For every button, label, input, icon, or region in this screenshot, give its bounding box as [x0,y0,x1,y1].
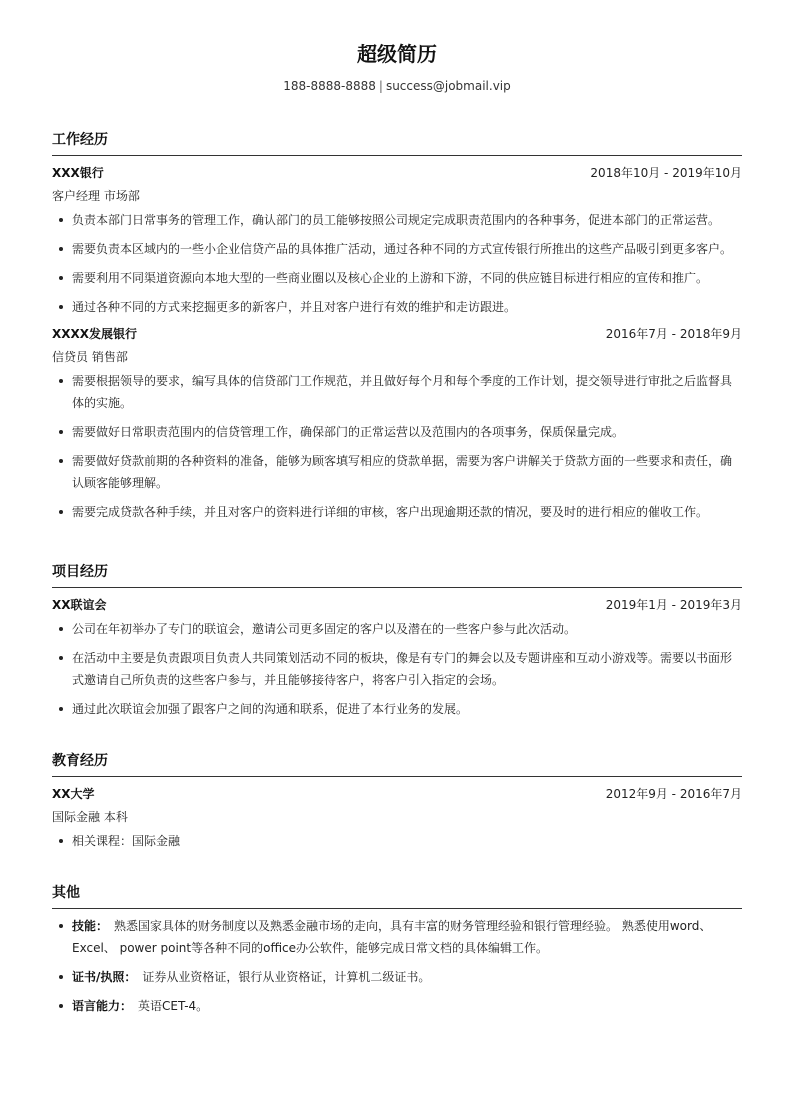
list-item: 需要做好贷款前期的各种资料的准备，能够为顾客填写相应的贷款单据，需要为客户讲解关于贷款方面的一些要求和责任，确认顾客能够理解。 [52,450,742,494]
education-section [52,751,742,859]
list-item: 需要利用不同渠道资源向本地大型的一些商业圈以及核心企业的上游和下游，不同的供应链目标进行相应的宣传和推广。 [52,267,742,289]
list-item: 公司在年初举办了专门的联谊会，邀请公司更多固定的客户以及潜在的一些客户参与此次活动。 [52,618,742,640]
list-item: 需要完成贷款各种手续，并且对客户的资料进行详细的审核，客户出现逾期还款的情况，要及时的进行相应的催收工作。 [52,501,742,523]
education-entry-1-header [52,785,742,803]
project-entry-1-org: XX联谊会 [52,598,107,612]
other-bullets [52,915,742,1017]
contact-separator: | [378,79,383,93]
other-section-title: 其他 [52,883,742,909]
work-entry-1-org: XXX银行 [52,166,104,180]
project-section-title: 项目经历 [52,562,742,588]
education-entry-1-bullets [52,830,742,852]
work-entry-1-role: 客户经理 市场部 [52,189,140,203]
certificates-label: 证书/执照： [72,970,137,984]
list-item [52,966,742,988]
list-item: 通过各种不同的方式来挖掘更多的新客户，并且对客户进行有效的维护和走访跟进。 [52,296,742,318]
work-entry-2-header [52,325,742,343]
work-section [52,130,742,530]
certificates-text: 证券从业资格证，银行从业资格证，计算机二级证书。 [142,970,431,984]
work-entry-2-bullets [52,370,742,523]
work-entry-1-bullets [52,209,742,318]
work-entry-2-org: XXXX发展银行 [52,327,138,341]
email-address: success@jobmail.vip [385,79,511,93]
list-item [52,915,742,959]
list-item: 负责本部门日常事务的管理工作，确认部门的员工能够按照公司规定完成职责范围内的各种事务，促进本部门的正常运营。 [52,209,742,231]
phone-number: 188-8888-8888 [283,79,376,93]
list-item: 需要负责本区域内的一些小企业信贷产品的具体推广活动，通过各种不同的方式宣传银行所推出的这些产品吸引到更多客户。 [52,238,742,260]
work-entry-2-role: 信贷员 销售部 [52,350,128,364]
list-item: 需要根据领导的要求，编写具体的信贷部门工作规范，并且做好每个月和每个季度的工作计划，提交领导进行审批之后监督具体的实施。 [52,370,742,414]
list-item: 通过此次联谊会加强了跟客户之间的沟通和联系，促进了本行业务的发展。 [52,698,742,720]
work-entry-2-date: 2016年7月 - 2018年9月 [605,327,742,341]
contact-line [52,77,742,95]
education-entry-1-date: 2012年9月 - 2016年7月 [605,787,742,801]
project-section [52,562,742,727]
skills-label: 技能： [72,919,109,933]
language-label: 语言能力： [72,999,133,1013]
project-entry-1-header [52,596,742,614]
project-entry-1-bullets [52,618,742,720]
education-section-title: 教育经历 [52,751,742,777]
work-entry-1-header [52,164,742,182]
project-entry-1-date: 2019年1月 - 2019年3月 [605,598,742,612]
list-item: 相关课程：国际金融 [52,830,742,852]
list-item [52,995,742,1017]
work-entry-1-date: 2018年10月 - 2019年10月 [590,166,742,180]
skills-text: 熟悉国家具体的财务制度以及熟悉金融市场的走向，具有丰富的财务管理经验和银行管理经验。 熟悉使用word、Excel、 power point等各种不同的office办公软件，能够完成日常文档的具体编辑工作。 [72,919,712,955]
list-item: 在活动中主要是负责跟项目负责人共同策划活动不同的板块，像是有专门的舞会以及专题讲座和互动小游戏等。需要以书面形式邀请自己所负责的这些客户参与，并且能够接待客户，将客户引入指定的会场。 [52,647,742,691]
education-entry-1-org: XX大学 [52,787,95,801]
resume-name: 超级简历 [357,42,437,66]
education-entry-1-major: 国际金融 本科 [52,810,128,824]
work-section-title: 工作经历 [52,130,742,156]
other-section [52,883,742,1024]
language-text: 英语CET-4。 [138,999,209,1013]
list-item: 需要做好日常职责范围内的信贷管理工作，确保部门的正常运营以及范围内的各项事务，保质保量完成。 [52,421,742,443]
